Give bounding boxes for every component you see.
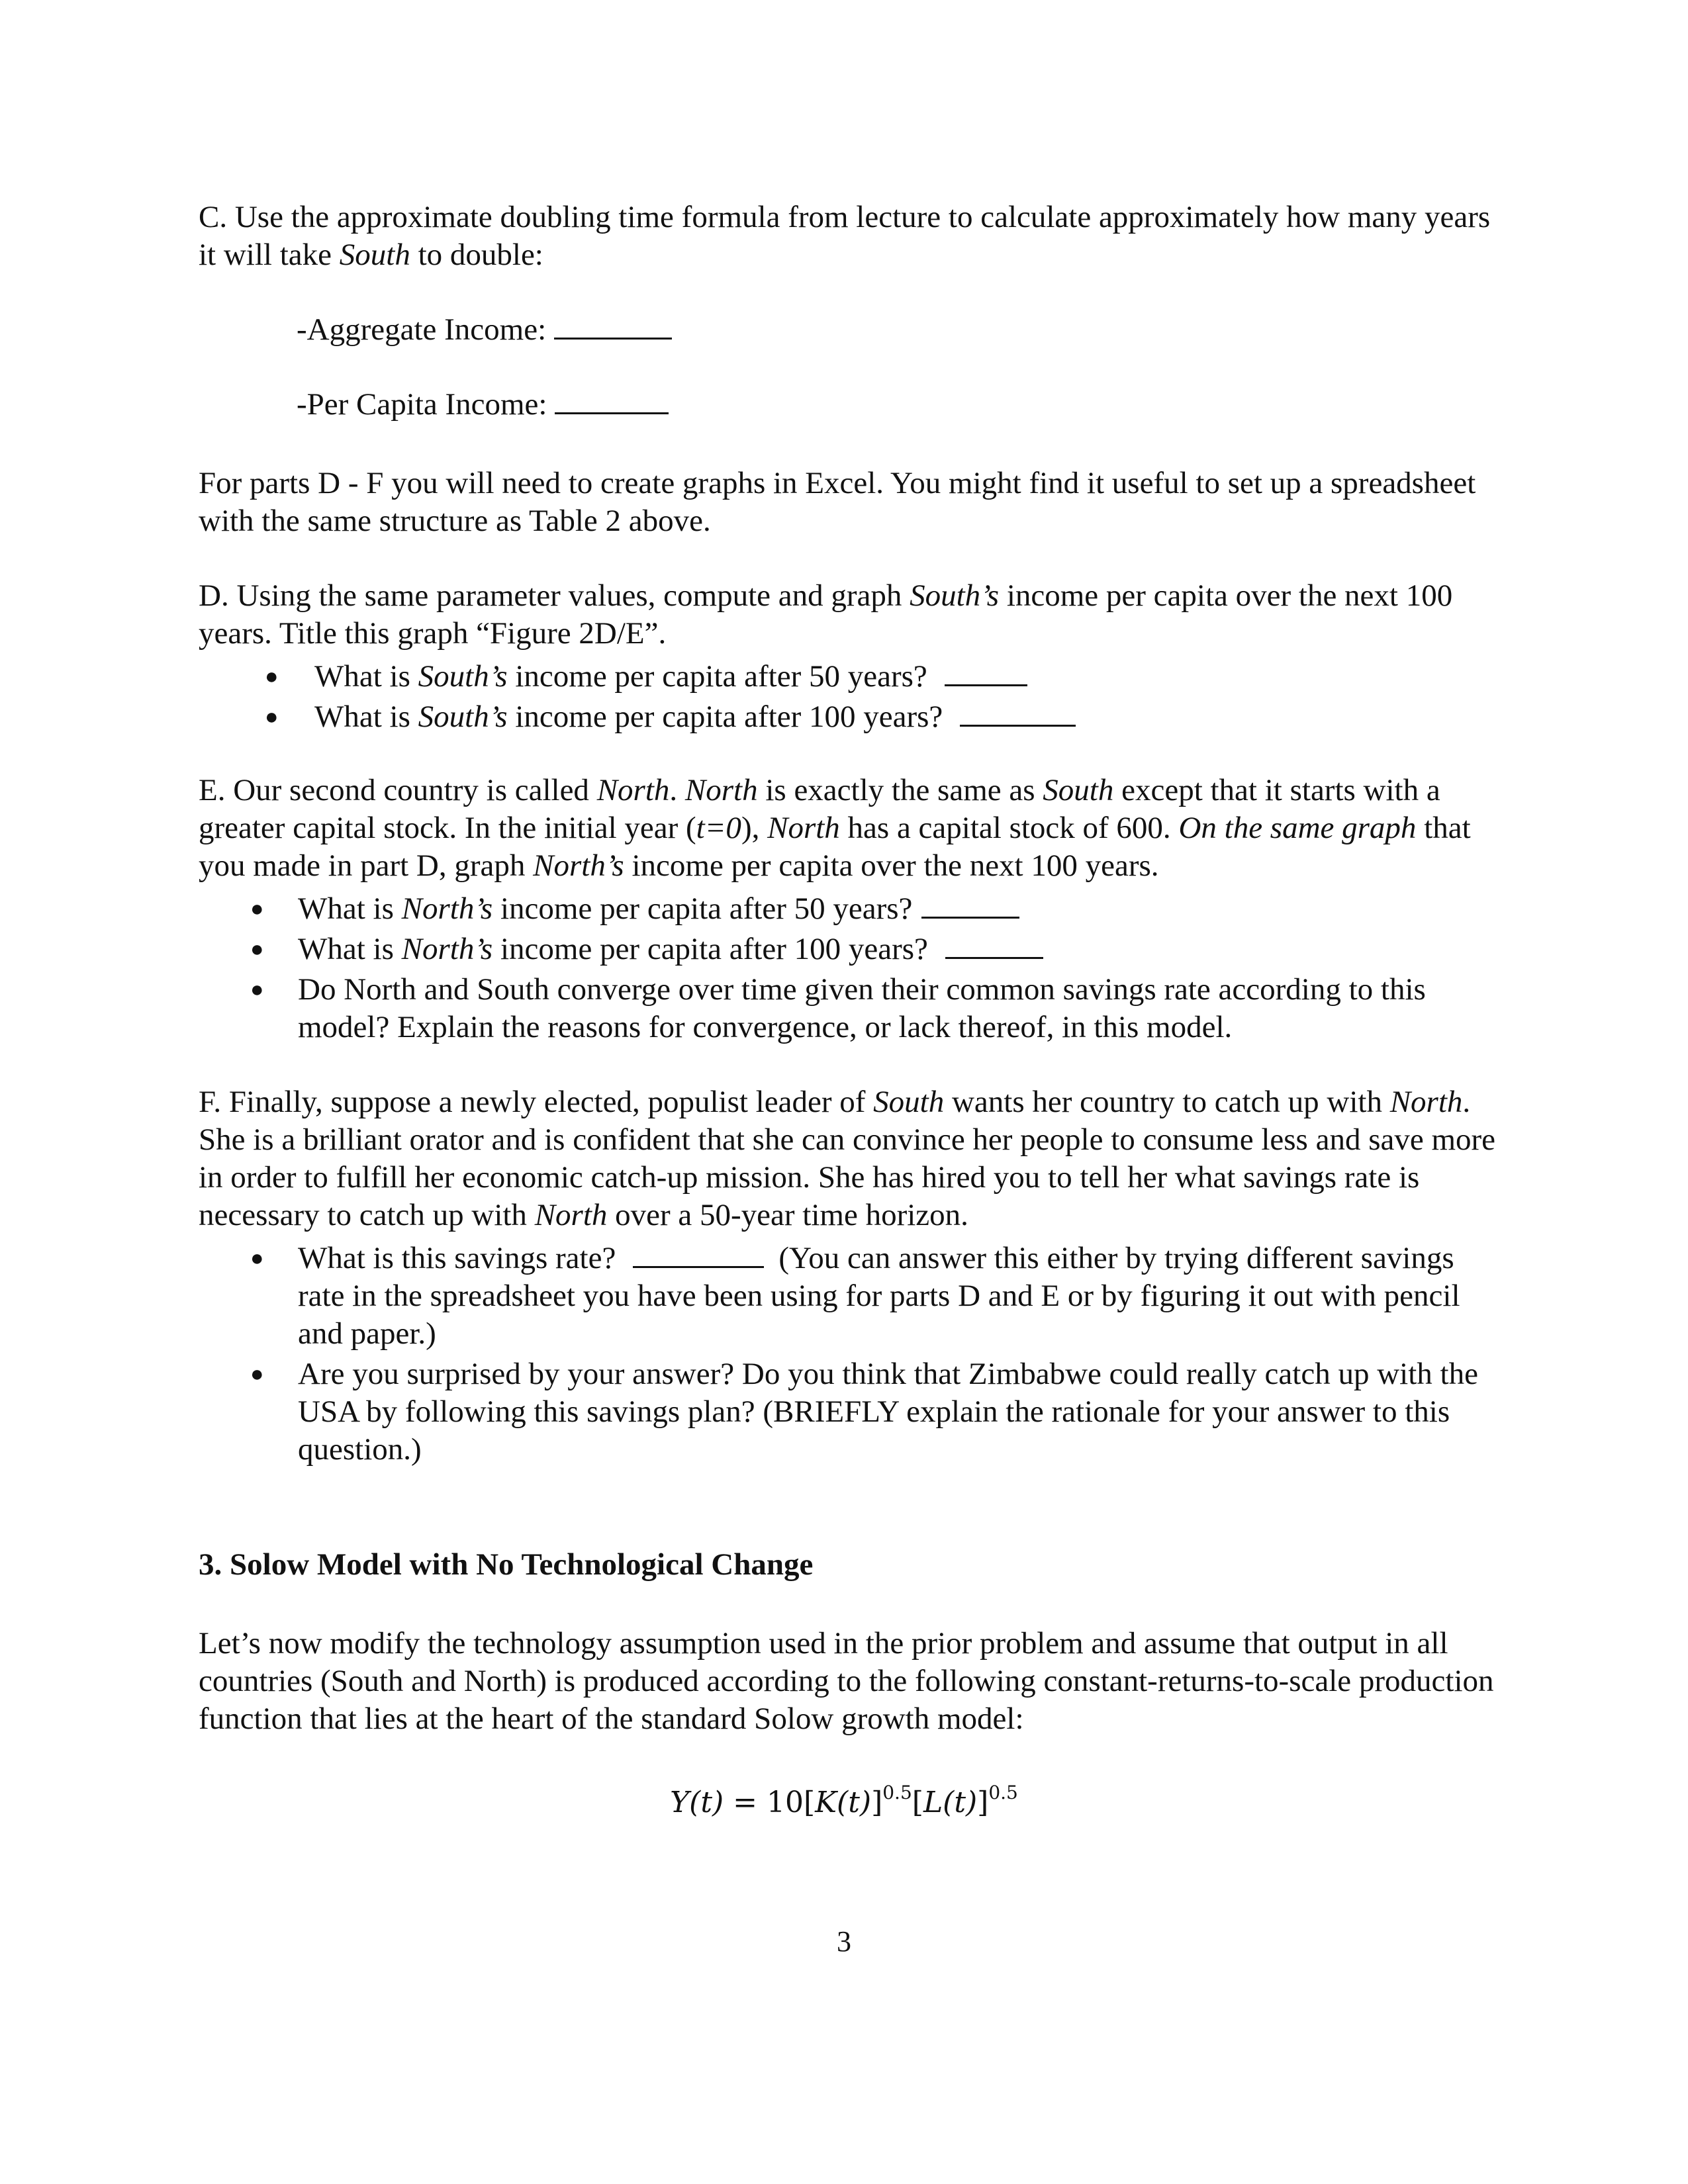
production-function-equation: $Y(t) = 10[K(t)]^{0.5}[L(t)]^{0.5}$ — [670, 1782, 1018, 1819]
part-d-question: D. Using the same parameter values, compute and graph South’s income per capita over the next 100 years. Title this graph “Figure 2D/E”. — [199, 578, 1453, 651]
part-f-question: F. Finally, suppose a newly elected, populist leader of South wants her country to catch up with North. She is a brilliant orator and is confident that she can convince her people to consume less and save more in order to fulfill her economic catch-up mission. She has hired you to tell her what savings rate is necessary to catch up with North over a 50-year time horizon. — [199, 1085, 1496, 1232]
per-capita-income-line: -Per Capita Income: — [297, 386, 669, 424]
section-3-text: Let’s now modify the technology assumption used in the prior problem and assume that output in all countries (South and North) is produced according to the following constant-returns-to-scale production function that lies at the heart of the standard Solow growth model: — [199, 1626, 1494, 1736]
south-100-years-blank[interactable] — [960, 698, 1076, 727]
part-d-bullets — [265, 658, 1496, 736]
list-item: ● What is this savings rate? (You can answer this either by trying different savings rate in the spreadsheet you have been using for parts D and E or by figuring it out with pencil and paper.) — [250, 1241, 1460, 1351]
part-e-question: E. Our second country is called North. North is exactly the same as South except that it starts with a greater capital stock. In the initial year (t=0), North has a capital stock of 600. On the same graph that you made in part D, graph North’s income per capita over the next 100 years. — [199, 773, 1471, 883]
page-number: 3 — [837, 1925, 851, 1958]
per-capita-income-blank[interactable] — [555, 386, 669, 414]
savings-rate-blank[interactable] — [633, 1240, 764, 1268]
list-item: ● Do North and South converge over time given their common savings rate according to this model? Explain the reasons for convergence, or lack thereof, in this model. — [250, 972, 1426, 1044]
part-f-bullets — [250, 1240, 1501, 1469]
parts-d-f-intro: For parts D - F you will need to create graphs in Excel. You might find it useful to set up a spreadsheet with the same structure as Table 2 above. — [199, 466, 1476, 538]
south-50-years-blank[interactable] — [945, 658, 1027, 686]
part-e-bullets — [250, 890, 1501, 1046]
section-3-heading: 3. Solow Model with No Technological Change — [199, 1547, 814, 1582]
part-c-question: C. Use the approximate doubling time formula from lecture to calculate approximately how many years it will take South to double: — [199, 200, 1491, 272]
aggregate-income-line: -Aggregate Income: — [297, 311, 672, 349]
list-item: ● What is North’s income per capita after 100 years? — [250, 931, 1501, 968]
north-50-years-blank[interactable] — [921, 890, 1019, 919]
list-item: ● What is North’s income per capita after 50 years? — [250, 890, 1501, 928]
list-item: ● What is South’s income per capita after 50 years? — [265, 658, 1496, 696]
list-item: ● What is South’s income per capita after 100 years? — [265, 698, 1496, 736]
north-100-years-blank[interactable] — [945, 931, 1043, 959]
aggregate-income-blank[interactable] — [554, 311, 672, 340]
list-item: ● Are you surprised by your answer? Do you think that Zimbabwe could really catch up with the USA by following this savings plan? (BRIEFLY explain the rationale for your answer to this question.) — [250, 1357, 1478, 1467]
